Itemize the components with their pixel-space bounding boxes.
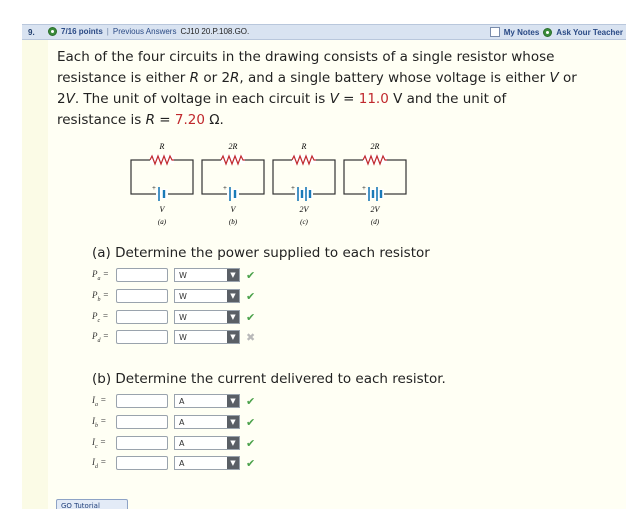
resistance-value: 7.20 (174, 112, 205, 128)
answer-row-ia (92, 394, 255, 408)
chevron-down-icon[interactable]: ▼ (227, 437, 239, 449)
part-b-prompt: (b) Determine the current delivered to each resistor. (92, 371, 446, 387)
answer-row-pd (92, 330, 255, 344)
resistor-label: R (301, 142, 307, 151)
answer-row-pa (92, 268, 255, 282)
svg-text:+: + (152, 184, 156, 192)
pa-input[interactable] (116, 268, 168, 282)
pc-unit-select[interactable]: W ▼ (174, 310, 240, 324)
question-number: 9. (28, 28, 35, 37)
points-status-icon (48, 27, 57, 36)
battery-label: V (159, 205, 165, 214)
circuit-c (273, 142, 335, 226)
svg-text:+: + (291, 184, 295, 192)
my-notes-link[interactable]: My Notes (503, 27, 540, 37)
check-icon: ✔ (246, 436, 256, 450)
id-unit-select[interactable]: A ▼ (174, 456, 240, 470)
battery-label: 2V (370, 205, 380, 214)
circuit-label: (d) (370, 218, 380, 226)
id-label: $I_d$ = (92, 456, 107, 470)
resistor-label: 2R (228, 142, 238, 151)
circuit-b (202, 142, 264, 226)
check-icon: ✔ (246, 415, 256, 429)
circuit-label: (a) (157, 218, 167, 226)
chevron-down-icon[interactable]: ▼ (227, 331, 239, 343)
circuit-label: (b) (228, 218, 238, 226)
chevron-down-icon[interactable]: ▼ (227, 269, 239, 281)
chevron-down-icon[interactable]: ▼ (227, 311, 239, 323)
svg-text:+: + (362, 184, 366, 192)
ic-input[interactable] (116, 436, 168, 450)
points-area (48, 27, 249, 36)
header-actions (490, 27, 623, 37)
pb-label: $P_b$ = (92, 289, 109, 303)
svg-text:+: + (223, 184, 227, 192)
chevron-down-icon[interactable]: ▼ (227, 290, 239, 302)
question-id: CJ10 20.P.108.GO. (180, 27, 250, 36)
answer-row-pc (92, 310, 255, 324)
answer-row-pb (92, 289, 255, 303)
battery-label: V (230, 205, 236, 214)
ask-teacher-icon[interactable] (543, 28, 552, 37)
circuit-diagram (120, 138, 410, 238)
pd-unit-select[interactable]: W ▼ (174, 330, 240, 344)
pc-input[interactable] (116, 310, 168, 324)
pb-unit-select[interactable]: W ▼ (174, 289, 240, 303)
check-icon: ✔ (246, 310, 256, 324)
previous-answers-link[interactable]: Previous Answers (112, 27, 177, 36)
question-header-bar (22, 24, 626, 40)
id-input[interactable] (116, 456, 168, 470)
ic-label: $I_c$ = (92, 436, 106, 450)
check-icon: ✔ (246, 394, 256, 408)
tutorial-button[interactable]: GO Tutorial (56, 499, 128, 509)
pc-label: $P_c$ = (92, 310, 109, 324)
pd-label: $P_d$ = (92, 330, 109, 344)
ib-unit-select[interactable]: A ▼ (174, 415, 240, 429)
check-icon: ✔ (246, 456, 256, 470)
separator: | (106, 27, 109, 36)
points-label: 7/16 points (61, 27, 103, 36)
circuit-d (344, 142, 406, 226)
left-band (22, 40, 48, 509)
pa-label: $P_a$ = (92, 268, 109, 282)
answer-row-ic (92, 436, 255, 450)
ia-label: $I_a$ = (92, 394, 107, 408)
chevron-down-icon[interactable]: ▼ (227, 416, 239, 428)
notes-icon[interactable] (490, 27, 500, 37)
question-text: Each of the four circuits in the drawing consists of a single resistor whose resistance is either R or 2R, and a single battery whose voltage is either V or 2V. The unit of voltage in each circuit is V = 11.0 V and the unit of resistance is R = 7.20 Ω. (57, 49, 577, 128)
ia-unit-select[interactable]: A ▼ (174, 394, 240, 408)
resistor-label: R (159, 142, 165, 151)
cross-icon: ✖ (246, 330, 256, 344)
battery-label: 2V (299, 205, 309, 214)
ib-label: $I_b$ = (92, 415, 107, 429)
ia-input[interactable] (116, 394, 168, 408)
part-a-prompt: (a) Determine the power supplied to each resistor (92, 245, 430, 261)
ib-input[interactable] (116, 415, 168, 429)
check-icon: ✔ (246, 289, 256, 303)
chevron-down-icon[interactable]: ▼ (227, 457, 239, 469)
answer-row-ib (92, 415, 255, 429)
pa-unit-select[interactable]: W ▼ (174, 268, 240, 282)
check-icon: ✔ (246, 268, 256, 282)
resistor-label: 2R (370, 142, 380, 151)
ic-unit-select[interactable]: A ▼ (174, 436, 240, 450)
voltage-value: 11.0 (358, 91, 389, 107)
answer-row-id (92, 456, 255, 470)
circuit-label: (c) (300, 218, 308, 226)
ask-teacher-link[interactable]: Ask Your Teacher (556, 27, 623, 37)
chevron-down-icon[interactable]: ▼ (227, 395, 239, 407)
pb-input[interactable] (116, 289, 168, 303)
pd-input[interactable] (116, 330, 168, 344)
circuit-a (131, 142, 193, 226)
